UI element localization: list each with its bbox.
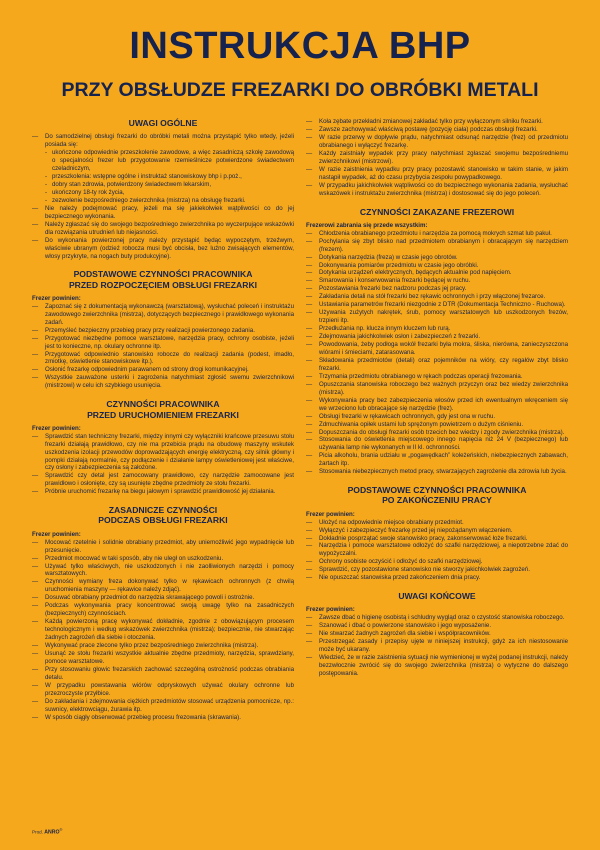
instruction-item: — W przypadku jakichkolwiek wątpliwości co do bezpiecznego wykonania zadania, wysłuchać wskazówek i instruktażu zwierzchnika (mistrza) i dostosować się do jego poleceń. bbox=[306, 182, 568, 198]
instruction-item: — Zdejmowania jakichkolwiek osłon i zabezpieczeń z frezarki. bbox=[306, 333, 568, 341]
instruction-list bbox=[306, 614, 568, 678]
instruction-item: — Szanować i dbać o powierzone stanowisko i jego wyposażenie. bbox=[306, 622, 568, 630]
instruction-item: — Stosowania do oświetlenia miejscowego innego napięcia niż 24 V (bezpiecznego) lub używania lamp nie wykonanych w II kl. ochronności. bbox=[306, 436, 568, 452]
section-heading bbox=[32, 399, 294, 419]
section-heading-line: UWAGI KOŃCOWE bbox=[398, 591, 476, 602]
sign-subtitle: PRZY OBSŁUDZE FREZARKI DO OBRÓBKI METALI bbox=[61, 79, 539, 101]
section-heading-line: CZYNNOŚCI ZAKAZANE FREZEROWI bbox=[359, 206, 515, 217]
section-lead: Frezer powinien: bbox=[306, 510, 355, 518]
instruction-list bbox=[32, 539, 294, 722]
instruction-list bbox=[32, 133, 294, 260]
instruction-item: — Zawsze zachowywać właściwą postawę (pozycję ciała) podczas obsługi frezarki. bbox=[306, 126, 568, 134]
instruction-item: — Ułożyć na odpowiednie miejsce obrabiany przedmiot. bbox=[306, 519, 568, 527]
instruction-subitem: - dobry stan zdrowia, potwierdzony świadectwem lekarskim, bbox=[32, 181, 294, 189]
section-heading bbox=[306, 591, 568, 601]
instruction-item: — Przedmiot mocować w taki sposób, aby nie uległ on uszkodzeniu. bbox=[32, 555, 294, 563]
section bbox=[306, 485, 568, 582]
instruction-item: — Nie stwarzać żadnych zagrożeń dla siebie i współpracowników. bbox=[306, 630, 568, 638]
instruction-list bbox=[306, 230, 568, 477]
instruction-item: — Każdy zaistniały wypadek przy pracy natychmiast zgłaszać swojemu bezpośredniemu zwierzchnikowi (mistrzowi). bbox=[306, 150, 568, 166]
instruction-item: — Dopuszczania do obsługi frezarki osób trzecich bez wiedzy i zgody zwierzchnika (mistrza). bbox=[306, 429, 568, 437]
section-heading-line: PODSTAWOWE CZYNNOŚCI PRACOWNIKA bbox=[73, 269, 253, 280]
section bbox=[306, 118, 568, 198]
instruction-item: — Osłonić frezarkę odpowiednim parawanem od strony drogi komunikacyjnej. bbox=[32, 366, 294, 374]
instruction-subitem: - przeszkolenia: wstępne ogólne i instruktaż stanowiskowy bhp i p.poż., bbox=[32, 173, 294, 181]
instruction-item: — Stosowania niebezpiecznych metod pracy, stwarzających zagrożenie dla zdrowia lub życia. bbox=[306, 468, 568, 476]
instruction-item: — Wiedzieć, że w razie zaistnienia sytuacji nie wymienionej w wyżej podanej instrukcji, należy bezzwłocznie zwrócić się do swojego zwierzchnika (mistrza) o wytyczne do dalszego postępowania. bbox=[306, 654, 568, 678]
instruction-list bbox=[306, 118, 568, 198]
registered-mark: ® bbox=[59, 828, 63, 832]
section-lead: Frezer powinien: bbox=[306, 606, 355, 614]
instruction-item: — Trzymania przedmiotu obrabianego w rękach podczas operacji frezowania. bbox=[306, 373, 568, 381]
instruction-subitem: - ukończone odpowiednie przeszkolenie zawodowe, a więc zasadniczą szkołę zawodową o specjalności frezer lub przygotowanie rzemieślnicze potwierdzone świadectwem czeladniczym, bbox=[32, 149, 294, 173]
instruction-item: — Opuszczania stanowiska roboczego bez ważnych przyczyn oraz bez wiedzy zwierzchnika (mistrza). bbox=[306, 381, 568, 397]
section bbox=[32, 505, 294, 721]
section bbox=[32, 399, 294, 496]
instruction-item: — Zawsze dbać o higienę osobistą i schludny wygląd oraz o czystość stanowiska roboczego. bbox=[306, 614, 568, 622]
instruction-list bbox=[306, 519, 568, 583]
instruction-item: — Dosuwać obrabiany przedmiot do narzędzia skrawającego powoli i ostrożnie. bbox=[32, 594, 294, 602]
instruction-item: — W razie zaistnienia wypadku przy pracy pozostawić stanowisko w takim stanie, w jakim nastąpił wypadek, aż do czasu przybycia zespołu powypadkowego. bbox=[306, 166, 568, 182]
section bbox=[306, 207, 568, 477]
instruction-item: — Wyłączyć i zabezpieczyć frezarkę przed jej niepożądanym włączeniem. bbox=[306, 527, 568, 535]
instruction-item: — Wykonywać prace zlecone tylko przez bezpośredniego zwierzchnika (mistrza). bbox=[32, 642, 294, 650]
section bbox=[306, 591, 568, 678]
instruction-item: — Narzędzia i pomoce warsztatowe odłożyć do szafki narzędziowej, a niepotrzebne zdać do wypożyczalni. bbox=[306, 542, 568, 558]
section-lead: Frezer powinien: bbox=[32, 530, 81, 538]
instruction-item: — Czynności wymiany freza dokonywać tylko w rękawicach ochronnych (z chwilą uruchomienia maszyny — rękawice należy zdjąć). bbox=[32, 578, 294, 594]
instruction-item: — Składowania przedmiotów (detali) oraz pojemników na wióry, czy regałów zbyt blisko frezarki. bbox=[306, 357, 568, 373]
instruction-item: — Podczas wykonywania pracy koncentrować swoją uwagę tylko na zasadniczych (bezpiecznych) czynnościach. bbox=[32, 602, 294, 618]
section-heading bbox=[32, 505, 294, 525]
instruction-item: — Powodowania, żeby podłoga wokół frezarki była mokra, śliska, nierówna, zanieczyszczona wiórami i śmieciami, zatarasowana. bbox=[306, 341, 568, 357]
instruction-item: — Przy stosowaniu głowic frezarskich zachować szczególną ostrożność podczas obrabiania detalu. bbox=[32, 666, 294, 682]
instruction-item: — Sprawdzić, czy pozostawione stanowisko nie stworzy jakichkolwiek zagrożeń. bbox=[306, 566, 568, 574]
section-heading-line: PRZED URUCHOMIENIEM FREZARKI bbox=[87, 409, 239, 420]
instruction-item: — Obsługi frezarki w rękawicach ochronnych, gdy jest ona w ruchu. bbox=[306, 413, 568, 421]
instruction-item: — Należy zgłaszać się do swojego bezpośredniego zwierzchnika po wyczerpujące wskazówki dla rozwiązania utrudnień lub niejasności. bbox=[32, 221, 294, 237]
section bbox=[32, 118, 294, 260]
instruction-list bbox=[32, 433, 294, 497]
section-lead: Frezer powinien: bbox=[32, 424, 81, 432]
left-column bbox=[32, 118, 294, 722]
producer-brand: ANRO bbox=[44, 829, 60, 836]
section-heading-line: UWAGI OGÓLNE bbox=[128, 118, 198, 128]
section-heading-line: ZASADNICZE CZYNNOŚCI bbox=[108, 505, 218, 516]
section-heading bbox=[32, 269, 294, 289]
instruction-item: — Zakładania detali na stół frezarki bez rękawic ochronnych i przy włączonej frezarce. bbox=[306, 293, 568, 301]
instruction-item: — Smarowania i konserwowania frezarki będącej w ruchu. bbox=[306, 277, 568, 285]
instruction-item: — Zapoznać się z dokumentacją wykonawczą (warsztatową), wysłuchać poleceń i instruktażu zawodowego zwierzchnika (mistrza), dotyczących bezpiecznego i prawidłowego wykonania zadań. bbox=[32, 303, 294, 327]
instruction-item: — W sposób ciągły obserwować przebieg procesu frezowania (skrawania). bbox=[32, 714, 294, 722]
instruction-item: — Pozostawiania frezarki bez nadzoru podczas jej pracy. bbox=[306, 285, 568, 293]
instruction-item: — Koła zębate przekładni zmianowej zakładać tylko przy wyłączonym silniku frezarki. bbox=[306, 118, 568, 126]
instruction-subitem: - zezwolenie bezpośredniego zwierzchnika (mistrza) na obsługę frezarki. bbox=[32, 197, 294, 205]
section-heading-line: PRZED ROZPOCZĘCIEM OBSŁUGI FREZARKI bbox=[68, 279, 258, 290]
instruction-item: — Dotykania narzędzia (freza) w czasie jego obrotów. bbox=[306, 254, 568, 262]
instruction-item: — Do wykonania powierzonej pracy należy przystąpić będąc wypoczętym, trzeźwym, właściwie ubranym (odzież robocza musi być obcisła, bez luźno zwisających elementów, włosy przykryte, na nogach buty produkcyjne). bbox=[32, 237, 294, 261]
instruction-item: — Dokładnie posprzątać swoje stanowisko pracy, zakonserwować łoże frezarki. bbox=[306, 535, 568, 543]
instruction-item: — Pochylania się zbyt blisko nad przedmiotem obrabianym i obracającym się narzędziem (frezem). bbox=[306, 238, 568, 254]
section-lead: Frezerowi zabrania się przede wszystkim: bbox=[306, 221, 428, 229]
instruction-item: — Dokonywania pomiarów przedmiotu w czasie jego obróbki. bbox=[306, 262, 568, 270]
instruction-item: — Każdą powierzoną pracę wykonywać dokładnie, zgodnie z obowiązującym procesem technologicznym i według wskazówek zwierzchnika (mistrza); bezpiecznie, nie stwarzając żadnych zagrożeń dla siebie i otoczenia. bbox=[32, 618, 294, 642]
instruction-item: — Do samodzielnej obsługi frezarki do obróbki metali można przystąpić tylko wtedy, jeżeli posiada się: bbox=[32, 133, 294, 149]
instruction-item: — Używać tylko właściwych, nie uszkodzonych i nie zaolliwionych narzędzi i pomocy warsztatowych. bbox=[32, 563, 294, 579]
instruction-item: — Próbnie uruchomić frezarkę na biegu jałowym i sprawdzić prawidłowość jej działania. bbox=[32, 488, 294, 496]
instruction-item: — Przygotować odpowiednio stanowisko robocze do realizacji zadania (podest, imadło, zmiotkę, oświetlenie stanowiskowe itp.). bbox=[32, 351, 294, 367]
instruction-item: — Picia alkoholu, brania udziału w „pogawędkach” koleżeńskich, niebezpiecznych zabawach, żartach itp. bbox=[306, 452, 568, 468]
instruction-item: — Wszystkie zauważone usterki i zagrożenia natychmiast zgłosić swemu zwierzchnikowi (mistrzowi) w celu ich szybkiego usunięcia. bbox=[32, 374, 294, 390]
instruction-item: — Dotykania urządzeń elektrycznych, będących aktualnie pod napięciem. bbox=[306, 269, 568, 277]
instruction-item: — Chłodzenia obrabianego przedmiotu i narzędzia za pomocą mokrych szmat lub pakuł. bbox=[306, 230, 568, 238]
instruction-item: — Ochrony osobiste oczyścić i odłożyć do szafki narzędziowej. bbox=[306, 558, 568, 566]
section-lead: Frezer powinien: bbox=[32, 294, 81, 302]
section-heading-line: PO ZAKOŃCZENIU PRACY bbox=[382, 495, 492, 506]
instruction-subitem: - ukończony 18-ty rok życia, bbox=[32, 189, 294, 197]
instruction-list bbox=[32, 303, 294, 390]
instruction-item: — Ustawiania parametrów frezarki niezgodnie z DTR (Dokumentacja Techniczno - Ruchowa). bbox=[306, 301, 568, 309]
instruction-item: — Do zakładania i zdejmowania ciężkich przedmiotów stosować urządzenia pomocnicze, np.: suwnicy, elektrowciągu, żurawia itp. bbox=[32, 698, 294, 714]
instruction-item: — Nie opuszczać stanowiska przed zakończeniem dnia pracy. bbox=[306, 574, 568, 582]
instruction-item: — Przemyśleć bezpieczny przebieg pracy przy realizacji powierzonego zadania. bbox=[32, 327, 294, 335]
instruction-item: — Usunąć ze stołu frezarki wszystkie aktualnie zbędne przedmioty, narzędzia, sprawdziany, pomoce warsztatowe. bbox=[32, 650, 294, 666]
section-heading bbox=[306, 485, 568, 505]
instruction-item: — W razie przerwy w dopływie prądu, natychmiast odsunąć narzędzie (frez) od przedmiotu obrabianego i wyłączyć frezarkę. bbox=[306, 134, 568, 150]
producer-prefix: Prod. bbox=[32, 829, 43, 835]
instruction-item: — Mocować rzetelnie i solidnie obrabiany przedmiot, aby uniemożliwić jego wypadnięcie lub przesunięcie. bbox=[32, 539, 294, 555]
instruction-item: — W przypadku powstawania wiórów odpryskowych używać okulary ochronne lub przezroczyste przyłbice. bbox=[32, 682, 294, 698]
right-column bbox=[306, 118, 568, 678]
instruction-item: — Przestrzegać zasady i przepisy ujęte w niniejszej instrukcji, gdyż za ich niestosowanie może być ukarany. bbox=[306, 638, 568, 654]
instruction-item: — Zdmuchiwania opiłek ustami lub sprężonym powietrzem o dużym ciśnieniu. bbox=[306, 421, 568, 429]
instruction-item: — Używania zużytych nakrętek, śrub, pomocy warsztatowych lub uszkodzonych frezów, trzpieni itp. bbox=[306, 309, 568, 325]
section bbox=[32, 269, 294, 390]
section-heading bbox=[306, 207, 568, 217]
instruction-item: — Przygotować niezbędne pomoce warsztatowe, narzędzia pracy, ochrony osobiste, jeżeli jest to konieczne, np. okulary ochronne itp. bbox=[32, 335, 294, 351]
section-heading bbox=[32, 118, 294, 128]
sign-title: INSTRUKCJA BHP bbox=[129, 25, 471, 67]
instruction-item: — Nie należy podejmować pracy, jeżeli ma się jakiekolwiek wątpliwości co do jej bezpiecznego wykonania. bbox=[32, 205, 294, 221]
instruction-item: — Sprawdzić stan techniczny frezarki, między innymi czy wyłączniki krańcowe przesuwu stołu frezarki działają prawidłowo, czy nie ma przebicia prądu na obudowę maszyny wskutek uszkodzenia izolacji przewodów doprowadzających energię elektryczną, czy silnik główny i pompki działają normalnie, czy podłączenie i działanie lampy oświetleniowej jest właściwe, czy osłony i zabezpieczenia są założone. bbox=[32, 433, 294, 473]
section-heading-line: CZYNNOŚCI PRACOWNIKA bbox=[106, 399, 220, 410]
section-heading-line: PODSTAWOWE CZYNNOŚCI PRACOWNIKA bbox=[347, 485, 527, 496]
instruction-item: — Wykonywania pracy bez zabezpieczenia włosów przed ich ewentualnym wkręceniem się we wrzeciono lub obracające się narzędzie (frez). bbox=[306, 397, 568, 413]
section-heading-line: PODCZAS OBSŁUGI FREZARKI bbox=[98, 515, 228, 526]
instruction-item: — Przedłużania np. klucza innym kluczem lub rurą. bbox=[306, 325, 568, 333]
instruction-item: — Sprawdzić czy detal jest zamocowany prawidłowo, czy narzędzie zamocowane jest prawidłowo i osłonięte, czy są usunięte zbędne przedmioty ze stołu frezarki. bbox=[32, 472, 294, 488]
producer-mark bbox=[32, 828, 62, 836]
